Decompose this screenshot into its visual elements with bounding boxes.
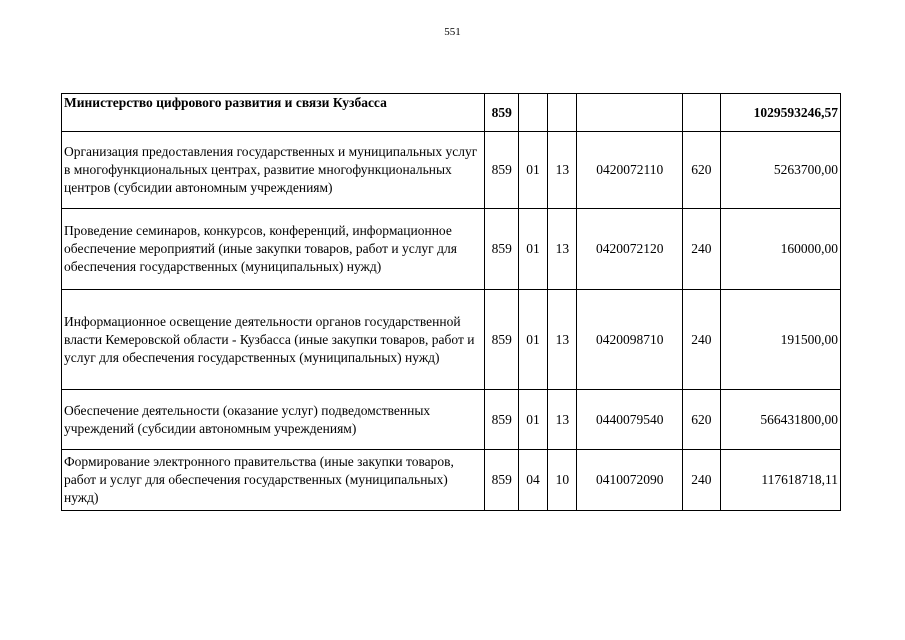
cell-podrazdel: 13	[548, 390, 577, 450]
table-row-ministry	[62, 94, 841, 132]
cell-csr: 0420098710	[577, 290, 683, 390]
cell-podrazdel: 10	[548, 450, 577, 511]
cell-vr: 240	[683, 450, 721, 511]
cell-sum: 1029593246,57	[720, 94, 840, 132]
page-number: 551	[444, 26, 461, 38]
table-row	[62, 132, 841, 209]
cell-razdel: 01	[518, 390, 547, 450]
cell-name: Министерство цифрового развития и связи Кузбасса	[62, 94, 485, 132]
cell-podrazdel: 13	[548, 209, 577, 290]
cell-podrazdel: 13	[548, 132, 577, 209]
cell-podrazdel	[548, 94, 577, 132]
cell-csr: 0410072090	[577, 450, 683, 511]
cell-csr: 0420072120	[577, 209, 683, 290]
cell-razdel: 01	[518, 290, 547, 390]
cell-razdel: 04	[518, 450, 547, 511]
cell-sum: 566431800,00	[720, 390, 840, 450]
cell-name: Информационное освещение деятельности органов государственной власти Кемеровской области - Кузбасса (иные закупки товаров, работ и услуг для обеспечения государственных (муниципальных) нужд)	[62, 290, 485, 390]
cell-vr: 240	[683, 290, 721, 390]
cell-vr: 620	[683, 132, 721, 209]
cell-sum: 160000,00	[720, 209, 840, 290]
cell-grbs: 859	[485, 390, 518, 450]
cell-csr: 0420072110	[577, 132, 683, 209]
cell-name: Проведение семинаров, конкурсов, конференций, информационное обеспечение мероприятий (иные закупки товаров, работ и услуг для обеспечения государственных (муниципальных) нужд)	[62, 209, 485, 290]
cell-sum: 191500,00	[720, 290, 840, 390]
cell-grbs: 859	[485, 132, 518, 209]
cell-vr: 620	[683, 390, 721, 450]
cell-sum: 117618718,11	[720, 450, 840, 511]
cell-csr	[577, 94, 683, 132]
cell-sum: 5263700,00	[720, 132, 840, 209]
table-row	[62, 209, 841, 290]
cell-podrazdel: 13	[548, 290, 577, 390]
cell-csr: 0440079540	[577, 390, 683, 450]
cell-name: Организация предоставления государственных и муниципальных услуг в многофункциональных центрах, развитие многофункциональных центров (субсидии автономным учреждениям)	[62, 132, 485, 209]
cell-razdel: 01	[518, 132, 547, 209]
cell-grbs: 859	[485, 94, 518, 132]
cell-razdel: 01	[518, 209, 547, 290]
cell-grbs: 859	[485, 290, 518, 390]
cell-razdel	[518, 94, 547, 132]
cell-grbs: 859	[485, 209, 518, 290]
cell-vr: 240	[683, 209, 721, 290]
table-row	[62, 390, 841, 450]
table-row	[62, 450, 841, 511]
cell-name: Обеспечение деятельности (оказание услуг) подведомственных учреждений (субсидии автономным учреждениям)	[62, 390, 485, 450]
cell-grbs: 859	[485, 450, 518, 511]
table-row	[62, 290, 841, 390]
cell-name: Формирование электронного правительства (иные закупки товаров, работ и услуг для обеспечения государственных (муниципальных) нужд)	[62, 450, 485, 511]
cell-vr	[683, 94, 721, 132]
budget-table	[61, 93, 841, 511]
